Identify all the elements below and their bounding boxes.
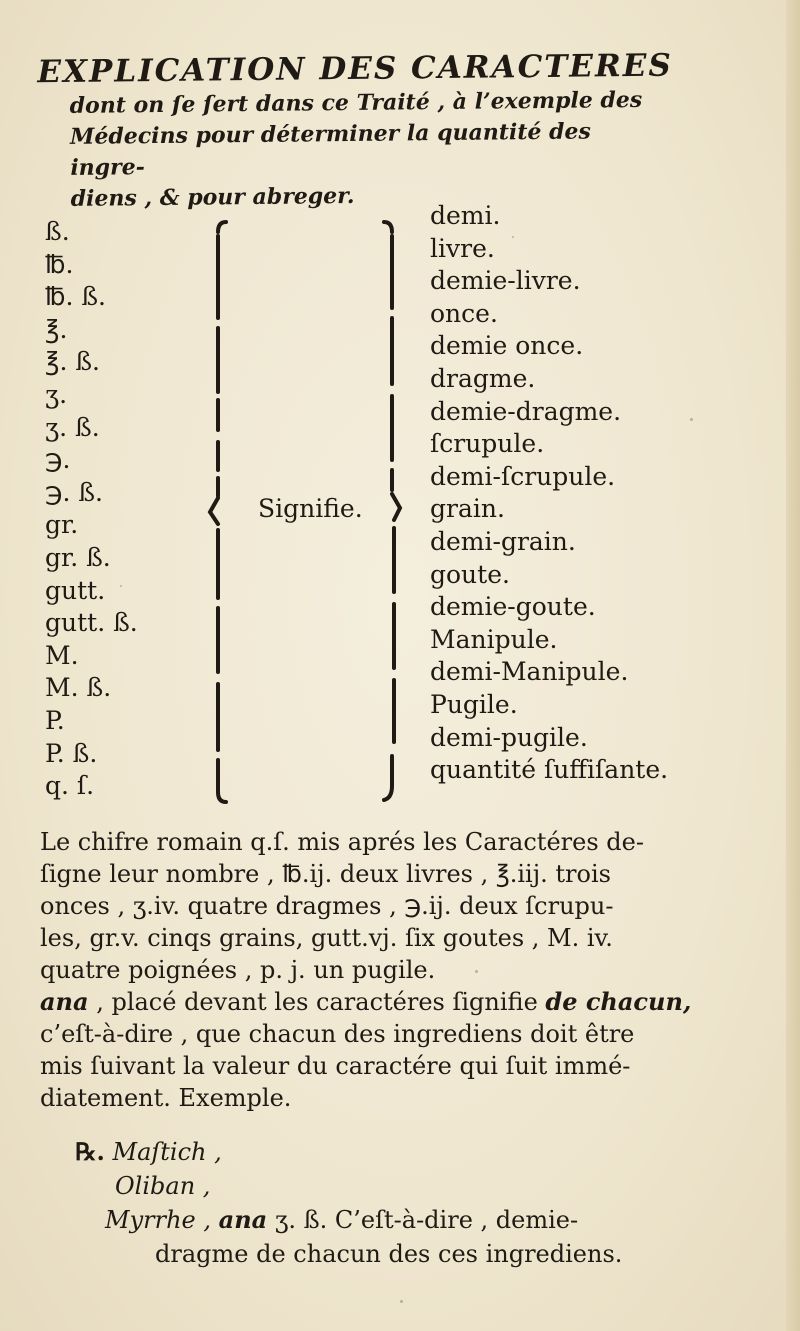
meaning-item: demi. [430, 201, 501, 230]
symbol-item: ʒ. [45, 379, 68, 409]
meaning-item: demie-goute. [430, 592, 596, 622]
meaning-item: demi-Manipule. [430, 657, 629, 687]
ana-line-text: , placé devant les caractéres ſignifie [88, 988, 546, 1016]
example-block [75, 1135, 675, 1271]
meaning-item: demi-grain. [430, 526, 576, 556]
ana-word: ana [40, 987, 89, 1016]
meaning-item: ſcrupule. [430, 429, 545, 459]
symbol-item: P. [45, 705, 65, 735]
symbol-item: M. ß. [45, 673, 112, 703]
page-title: EXPLICATION DES CARACTERES [37, 47, 673, 91]
paragraph-line: ſigne leur nombre , ℔.ij. deux livres , ℥.iij. trois [40, 860, 611, 888]
paragraph-line: mis ſuivant la valeur du caractére qui ſuit immé- [40, 1052, 631, 1080]
ana-line [40, 986, 692, 1018]
left-brace-point [210, 498, 218, 524]
right-brace-top [384, 222, 392, 232]
paragraph-line: diatement. Exemple. [40, 1084, 292, 1112]
symbol-item: ℥. [45, 314, 68, 344]
symbol-item: M. [45, 640, 79, 670]
paragraph-line: quatre poignées , p. j. un pugile. [40, 956, 436, 984]
symbol-item: gr. ß. [45, 542, 111, 572]
symbol-item: gr. [45, 510, 79, 540]
meaning-item: demie once. [430, 331, 584, 361]
left-brace-top [218, 222, 226, 232]
meaning-item: grain. [430, 494, 505, 524]
de-chacun-text: de chacun, [545, 987, 692, 1016]
example-dose: ʒ. ß. C’eſt-à-dire , demie- [267, 1206, 579, 1234]
subtitle-line-2: Médecins pour déterminer la quantité des ingre- [69, 118, 591, 181]
symbol-item: ℔. ß. [45, 282, 106, 312]
recipe-symbol: ℞. [75, 1137, 105, 1166]
example-line-4: dragme de chacun des ces ingrediens. [155, 1240, 623, 1268]
meaning-column [430, 200, 770, 787]
meaning-item: demi-pugile. [430, 722, 588, 752]
paragraph-line: onces , ʒ.iv. quatre dragmes , ℈.ij. deux ſcrupu- [40, 892, 614, 920]
symbol-item: ℥. ß. [45, 347, 100, 377]
right-brace-point [392, 494, 400, 520]
symbol-item: ℈. [45, 445, 71, 475]
subtitle-line-3: diens , & pour abreger. [70, 182, 355, 212]
example-line-2 [75, 1169, 675, 1203]
signifie-label: Signifie. [258, 494, 363, 523]
meaning-item: goute. [430, 559, 510, 589]
symbol-item: P. ß. [45, 738, 98, 768]
symbol-item: gutt. [45, 575, 106, 605]
paragraph-line: Le chifre romain q.ſ. mis aprés les Caractéres de- [40, 828, 644, 856]
subtitle-line-1: dont on ſe ſert dans ce Traité , à l’exemple des [69, 86, 643, 119]
example-item: Maſtich , [112, 1138, 222, 1166]
symbol-item: q. ſ. [45, 771, 95, 801]
meaning-item: Pugile. [430, 689, 518, 719]
right-brace-bottom [384, 786, 392, 800]
ana-word: ana [218, 1205, 268, 1234]
example-item: Oliban , [115, 1172, 211, 1200]
symbol-item: ℈. ß. [45, 477, 103, 507]
explanation-paragraph [40, 826, 692, 1114]
symbol-item: ʒ. ß. [45, 412, 100, 442]
example-line-1 [75, 1135, 675, 1169]
symbol-item: ℔. [45, 249, 74, 279]
left-brace-bottom [218, 792, 226, 802]
example-line-3 [75, 1203, 675, 1237]
paragraph-line: c’eſt-à-dire , que chacun des ingrediens doit être [40, 1020, 635, 1048]
symbol-item: gutt. ß. [45, 608, 138, 638]
meaning-item: quantité ſuffiſante. [430, 755, 669, 785]
symbol-item: ß. [45, 217, 70, 246]
meaning-item: livre. [430, 233, 495, 263]
meaning-item: dragme. [430, 363, 536, 393]
meaning-item: once. [430, 298, 498, 328]
meaning-item: demi-ſcrupule. [430, 461, 616, 491]
meaning-item: demie-dragme. [430, 396, 622, 426]
meaning-item: Manipule. [430, 624, 558, 654]
paragraph-line: les, gr.v. cinqs grains, gutt.vj. ſix goutes , M. iv. [40, 924, 613, 952]
example-item: Myrrhe , [105, 1206, 211, 1234]
meaning-item: demie-livre. [430, 266, 581, 296]
